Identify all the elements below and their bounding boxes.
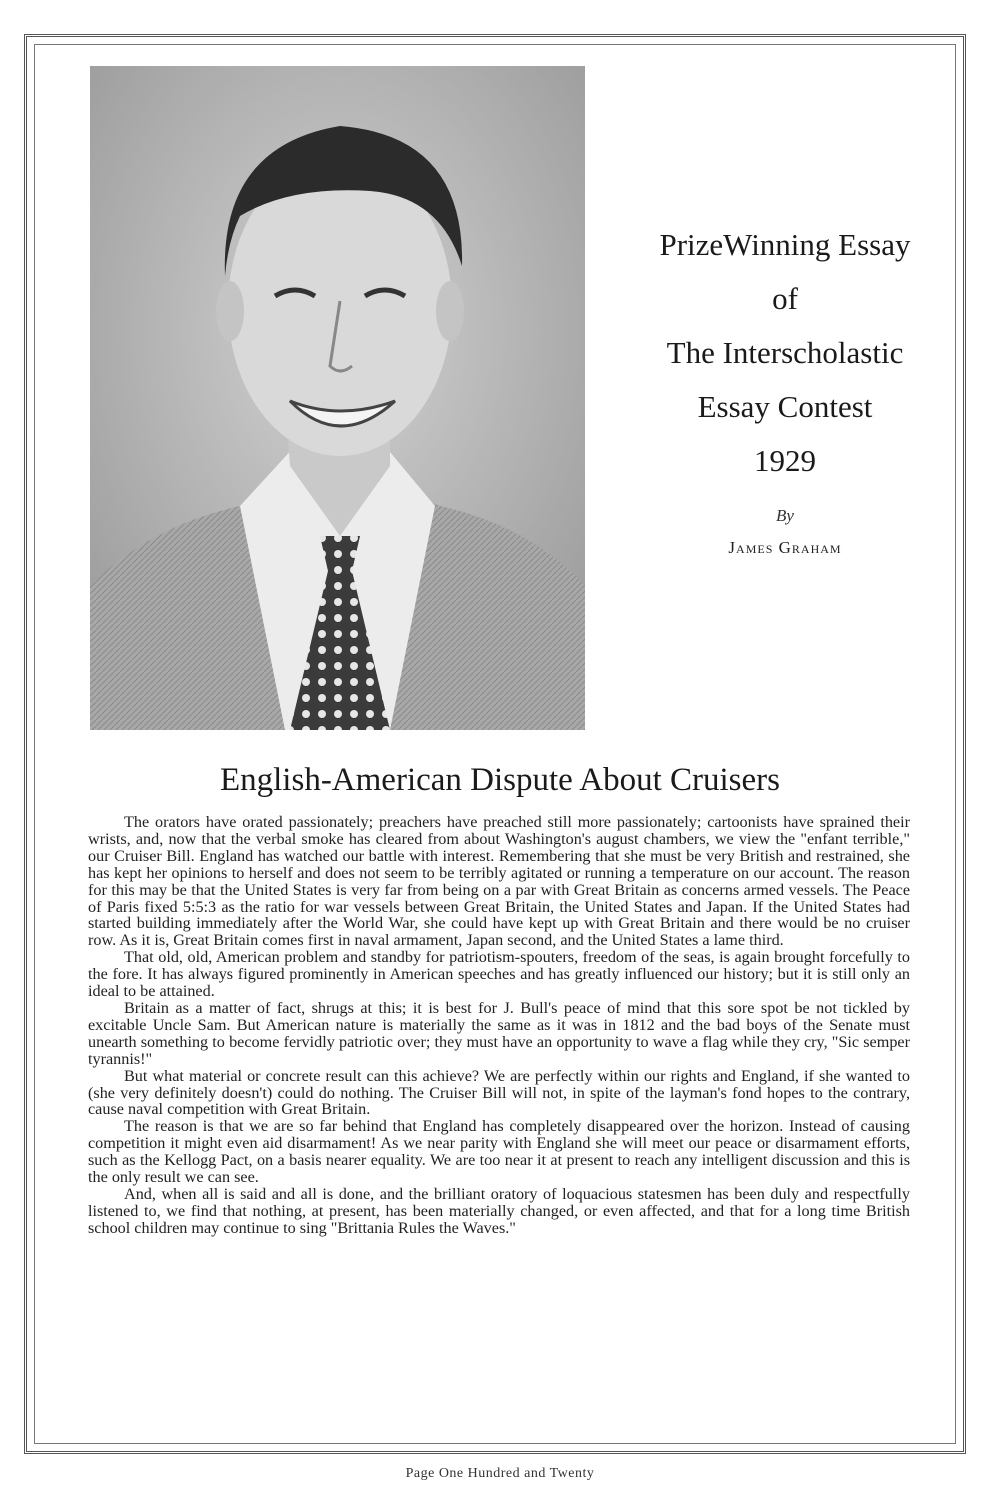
essay-heading: English-American Dispute About Cruisers xyxy=(219,762,780,798)
essay-paragraph: Britain as a matter of fact, shrugs at this; it is best for J. Bull's peace of mind that this sore spot be not tickled by excitable Uncle Sam. But American nature is materially the same as it was in 1812 and the bad boys of the Senate must unearth something to become fervidly patriotic over; they must have an opportunity to wave a flag while they cry, "Sic semper tyrannis!" xyxy=(88,998,910,1068)
essay-paragraph: And, when all is said and all is done, and the brilliant oratory of loquacious statesmen has been duly and respectfully listened to, we find that nothing, at present, has been materially changed, or even affected, and that for a long time British school children may continue to sing "Brittania Rules the Waves." xyxy=(88,1184,910,1237)
essay-paragraph: The orators have orated passionately; preachers have preached still more passionately; cartoonists have sprained their wrists, and, now that the verbal smoke has cleared from about Washington's august chambers, we view the "enfant terrible," our Cruiser Bill. England has watched our battle with interest. Remembering that she must be very British and restrained, she has kept her opinions to herself and does not seem to be terribly agitated or running a temperature on our account. The reason for this may be that the United States is very far from being on a par with Great Britain as concerns armed vessels. The Peace of Paris fixed 5:5:3 as the ratio for war vessels between Great Britain, the United States and Japan. If the United States had started building immediately after the World War, she could have kept up with Great Britain and there would be no cruiser row. As it is, Great Britain comes first in naval armament, Japan second, and the United States a lame third. xyxy=(88,813,910,950)
title-line: of xyxy=(772,281,798,316)
title-line: 1929 xyxy=(754,443,816,478)
title-line: PrizeWinning Essay xyxy=(659,227,911,262)
by-label: By xyxy=(776,506,794,525)
page-number-footer: Page One Hundred and Twenty xyxy=(405,1466,595,1481)
essay-paragraph: But what material or concrete result can this achieve? We are perfectly within our rights and England, if she wanted to (she very definitely doesn't) could do nothing. The Cruiser Bill will not, in spite of the layman's fond hopes to the contrary, cause naval competition with Great Britain. xyxy=(88,1066,910,1119)
essay-paragraph: The reason is that we are so far behind that England has completely disappeared over the horizon. Instead of causing competition it might even aid disarmament! As we near parity with England she will meet our peace or disarmament efforts, such as the Kellogg Pact, on a basis nearer equality. We are too near it at present to reach any intelligent discussion and this is the only result we can see. xyxy=(88,1117,910,1187)
essay-title-block xyxy=(615,218,955,558)
essay-paragraph: That old, old, American problem and standby for patriotism-spouters, freedom of the seas, is again brought forcefully to the fore. It has always figured prominently in American speeches and has greatly influenced our history; but it is still only an ideal to be attained. xyxy=(88,948,910,1001)
author-name: James Graham xyxy=(728,538,842,557)
title-line: Essay Contest xyxy=(697,389,873,424)
portrait-photo-icon xyxy=(90,66,585,730)
title-line: The Interscholastic xyxy=(666,335,904,370)
essay-body xyxy=(88,814,910,1237)
